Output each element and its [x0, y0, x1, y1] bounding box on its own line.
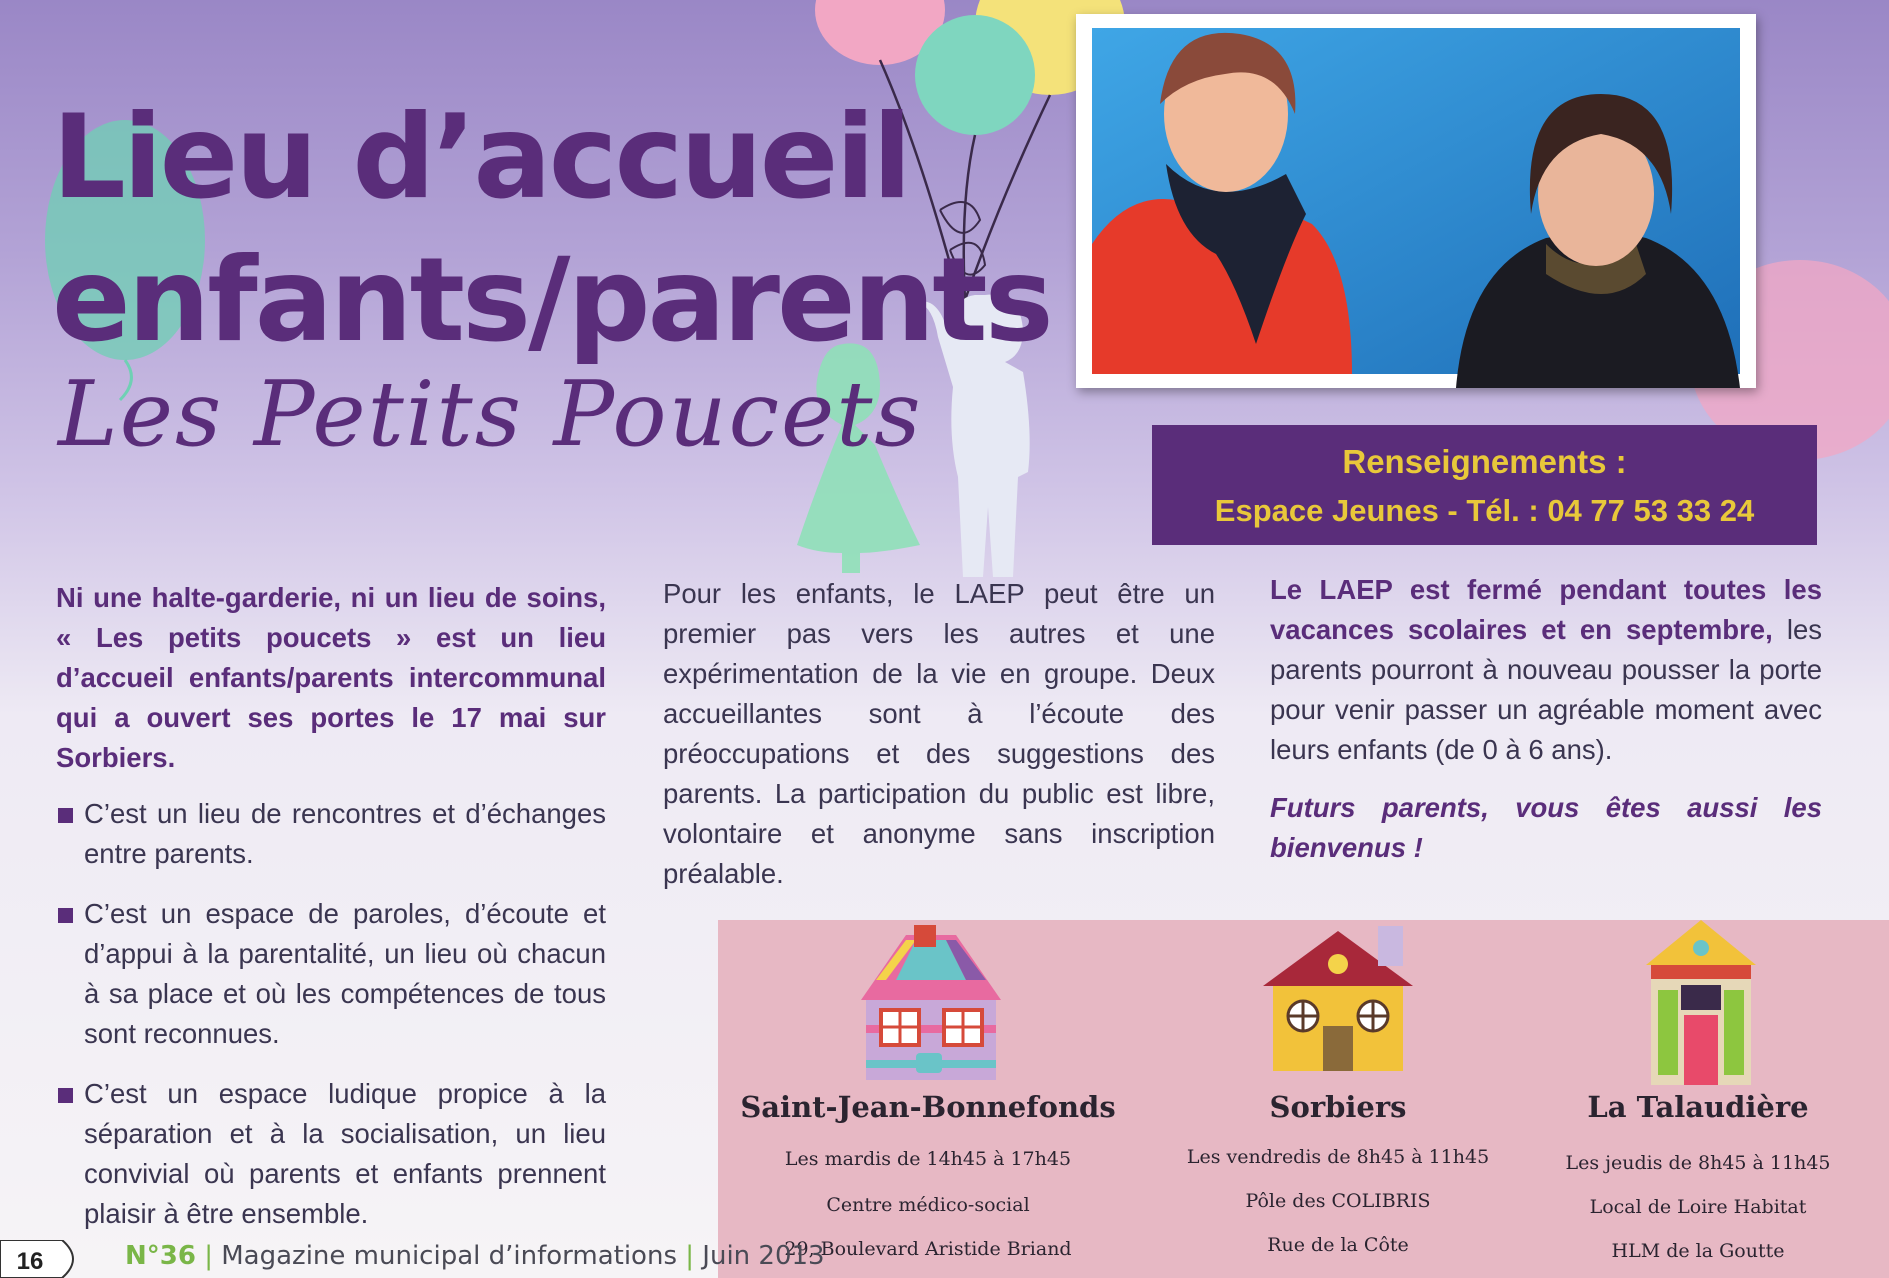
footer	[125, 1241, 825, 1271]
bullet-item: C’est un lieu de rencontres et d’échanges entre parents.	[56, 794, 606, 874]
info-box	[1152, 425, 1817, 545]
title-line-2: enfants/parents	[52, 233, 1051, 368]
bullet-list	[56, 794, 606, 1234]
info-heading: Renseignements :	[1342, 443, 1627, 480]
bullet-square-icon	[58, 808, 73, 823]
column-3-text	[1270, 570, 1822, 770]
location-schedule: Les jeudis de 8h45 à 11h45	[1565, 1152, 1831, 1174]
column-2	[663, 574, 1215, 894]
location-place: Pôle des COLIBRIS	[1245, 1190, 1431, 1212]
column-1	[56, 578, 606, 1254]
magazine-name: Magazine municipal d’informations	[221, 1241, 677, 1271]
location-place: Local de Loire Habitat	[1589, 1196, 1807, 1218]
page-number-tab	[0, 1240, 84, 1278]
intro-text: Ni une halte-garderie, ni un lieu de soins, « Les petits poucets » est un lieu d’accueil enfants/parents intercommunal qui a ouvert ses portes le 17 mai sur Sorbiers.	[56, 582, 606, 773]
bullet-item: C’est un espace ludique propice à la séparation et à la socialisation, un lieu convivial où parents et enfants prennent plaisir à être ensemble.	[56, 1074, 606, 1234]
page-number: 16	[16, 1248, 44, 1275]
bullet-square-icon	[58, 908, 73, 923]
location-name: Sorbiers	[1269, 1090, 1407, 1124]
location-place: Centre médico-social	[826, 1194, 1030, 1216]
title-line-1: Lieu d’accueil	[52, 90, 909, 225]
locations-box	[718, 920, 1889, 1278]
bullet-item: C’est un espace de paroles, d’écoute et d’appui à la parentalité, un lieu où chacun à sa place et où les compétences de tous sont reconnues.	[56, 894, 606, 1054]
location-address: HLM de la Goutte	[1611, 1240, 1785, 1262]
column-3	[1270, 570, 1822, 868]
location-name: Saint-Jean-Bonnefonds	[740, 1090, 1116, 1124]
location-schedule: Les mardis de 14h45 à 17h45	[784, 1148, 1072, 1170]
location-address: 29, Boulevard Aristide Briand	[784, 1238, 1072, 1260]
teal-balloon-small	[915, 15, 1035, 135]
info-contact: Espace Jeunes - Tél. : 04 77 53 33 24	[1214, 493, 1755, 528]
yellow-house-icon	[1253, 926, 1423, 1076]
location-name: La Talaudière	[1587, 1090, 1809, 1124]
closure-notice: Le LAEP est fermé pendant toutes les vacances scolaires et en septembre,	[1270, 574, 1822, 645]
issue-number: N°36	[125, 1241, 196, 1271]
footer-separator: |	[204, 1241, 213, 1271]
column-2-text: Pour les enfants, le LAEP peut être un premier pas vers les autres et une expérimentation de la vie en groupe. Deux accueillantes sont à l’écoute des préoccupations et des suggestions des parents. La participation du public est libre, volontaire et anonyme sans inscription préalable.	[663, 578, 1215, 889]
closure-rest: les parents pourront à nouveau pousser la porte pour venir passer un agréable moment avec leurs enfants (de 0 à 6 ans).	[1270, 614, 1822, 765]
location-schedule: Les vendredis de 8h45 à 11h45	[1186, 1146, 1490, 1168]
staff-photo	[1076, 14, 1756, 388]
subtitle: Les Petits Poucets	[58, 362, 923, 467]
issue-date: Juin 2013	[702, 1241, 825, 1271]
patchwork-house-icon	[836, 925, 1016, 1085]
bullet-square-icon	[58, 1088, 73, 1103]
colorful-house-icon	[1636, 920, 1766, 1090]
welcome-text: Futurs parents, vous êtes aussi les bienvenus !	[1270, 792, 1822, 863]
footer-separator: |	[685, 1241, 695, 1271]
location-address: Rue de la Côte	[1267, 1234, 1409, 1256]
